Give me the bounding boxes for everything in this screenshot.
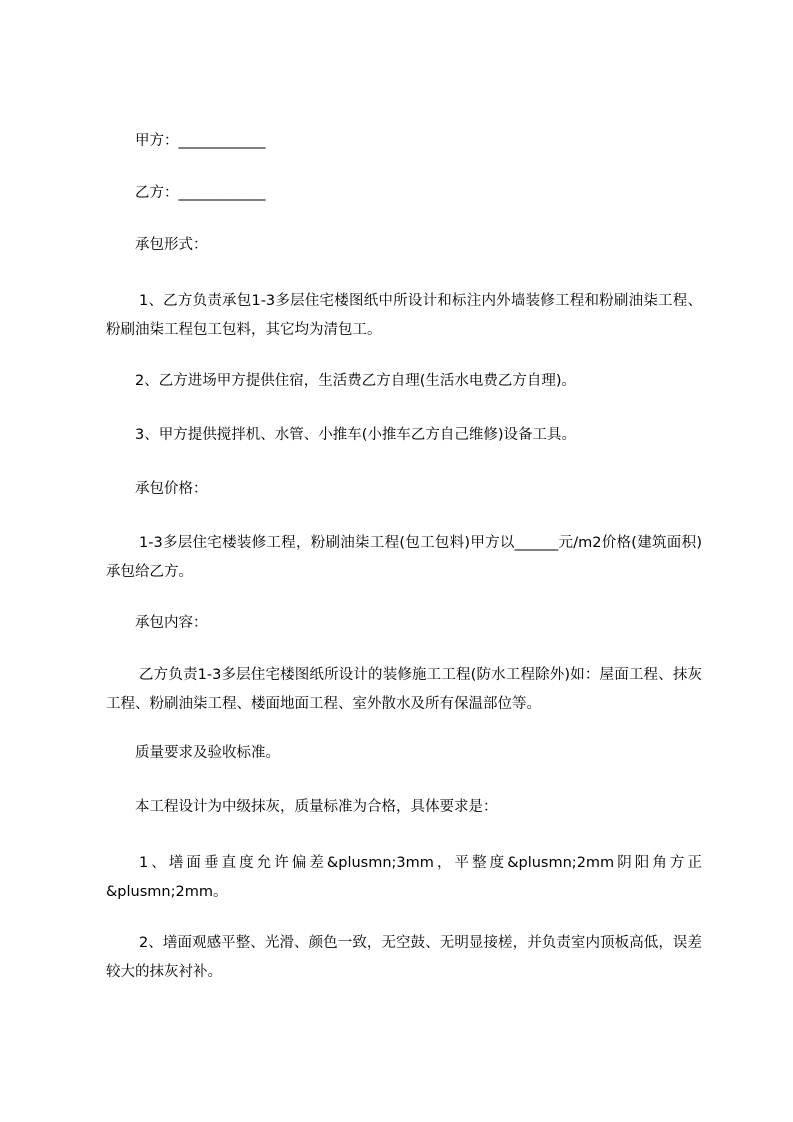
quality-item-1: 1、墡面垂直度允许偏差&plusmn;3mm，平整度&plusmn;2mm阴阳角方正&plusmn;2mm。	[106, 855, 702, 900]
contract-price-heading: 承包价格：	[135, 481, 208, 497]
party-b-line: 乙方：____________	[135, 185, 266, 201]
quality-heading: 质量要求及验收标准。	[135, 745, 280, 761]
contract-form-item-1: 1、乙方负责承包1-3多层住宅楼图纸中所设计和标注内外墙装修工程和粉刷油柒工程、粉刷油柒工程包工包料，其它均为清包工。	[106, 293, 702, 338]
contract-price-text: 1-3多层住宅楼装修工程，粉刷油柒工程(包工包料)甲方以______元/m2价格(建筑面积)承包给乙方。	[106, 535, 702, 580]
contract-form-item-3: 3、甲方提供搅拌机、水管、小推车(小推车乙方自己维修)设备工具。	[135, 427, 577, 443]
contract-form-item-2: 2、乙方进场甲方提供住宿，生活费乙方自理(生活水电费乙方自理)。	[135, 373, 577, 389]
contract-form-heading: 承包形式：	[135, 237, 208, 253]
quality-intro: 本工程设计为中级抹灰，质量标准为合格，具体要求是：	[135, 799, 498, 815]
contract-content-heading: 承包内容：	[135, 615, 208, 631]
contract-content-text: 乙方负责1-3多层住宅楼图纸所设计的装修施工工程(防水工程除外)如：屋面工程、抹灰工程、粉刷油柒工程、楼面地面工程、室外散水及所有保温部位等。	[106, 667, 702, 712]
party-a-line: 甲方：____________	[135, 133, 266, 149]
quality-item-2: 2、墡面观感平整、光滑、颜色一致，无空鼓、无明显接槎，并负责室内顶板高低，误差较大的抹灰衬补。	[106, 935, 702, 980]
